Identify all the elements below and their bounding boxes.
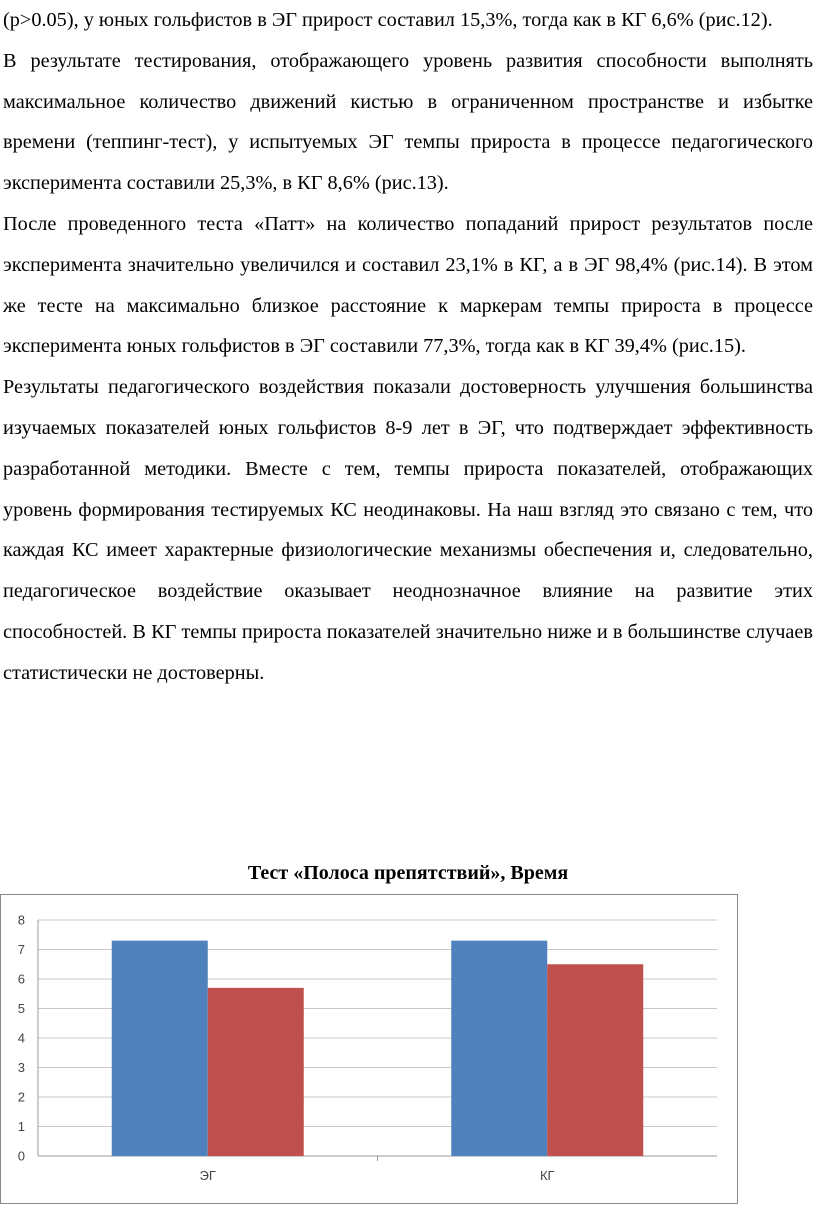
- bar-КГ-series-1: [451, 941, 547, 1156]
- paragraph-4: Результаты педагогического воздействия показали достоверность улучшения большинства изучаемых показателей юных гольфистов 8-9 лет в ЭГ, что подтверждает эффективность разработанной методики. Вместе с тем, темпы прироста показателей, отображающих уровень формирования тестируемых КС неодинаковы. На наш взгляд это связано с тем, что каждая КС имеет характерные физиологические механизмы обеспечения и, следовательно, педагогическое воздействие оказывает неоднозначное влияние на развитие этих способностей. В КГ темпы прироста показателей значительно ниже и в большинстве случаев статистически не достоверны.: [3, 376, 813, 684]
- body-text: [3, 0, 813, 694]
- bar-chart: [0, 894, 738, 1204]
- y-tick-label: 4: [17, 1030, 25, 1046]
- x-tick-label: КГ: [539, 1168, 555, 1183]
- y-tick-label: 1: [17, 1119, 25, 1134]
- paragraph-1: (p>0.05), у юных гольфистов в ЭГ прирост составил 15,3%, тогда как в КГ 6,6% (рис.12).: [3, 9, 773, 31]
- bar-ЭГ-series-2: [208, 988, 304, 1156]
- paragraph-2: В результате тестирования, отображающего уровень развития способности выполнять максимальное количество движений кистью в ограниченном пространстве и избытке времени (теппинг-тест), у испытуемых ЭГ темпы прироста в процессе педагогического эксперимента составили 25,3%, в КГ 8,6% (рис.13).: [3, 49, 813, 195]
- y-tick-label: 8: [17, 912, 25, 928]
- chart-title: Тест «Полоса препятствий», Время: [247, 862, 569, 884]
- paragraph-3: После проведенного теста «Патт» на количество попаданий прирост результатов после эксперимента значительно увеличился и составил 23,1% в КГ, а в ЭГ 98,4% (рис.14). В этом же тесте на максимально близкое расстояние к маркерам темпы прироста в процессе эксперимента юных гольфистов в ЭГ составили 77,3%, тогда как в КГ 39,4% (рис.15).: [3, 212, 813, 358]
- y-tick-label: 7: [17, 942, 25, 957]
- bar-КГ-series-2: [547, 964, 643, 1156]
- y-tick-label: 3: [17, 1060, 25, 1075]
- y-tick-label: 0: [17, 1148, 25, 1164]
- chart-canvas: [1, 895, 737, 1203]
- bar-ЭГ-series-1: [112, 941, 208, 1156]
- y-tick-label: 5: [17, 1001, 25, 1016]
- y-tick-label: 6: [17, 971, 25, 987]
- x-tick-label: ЭГ: [199, 1168, 216, 1183]
- y-tick-label: 2: [17, 1089, 25, 1105]
